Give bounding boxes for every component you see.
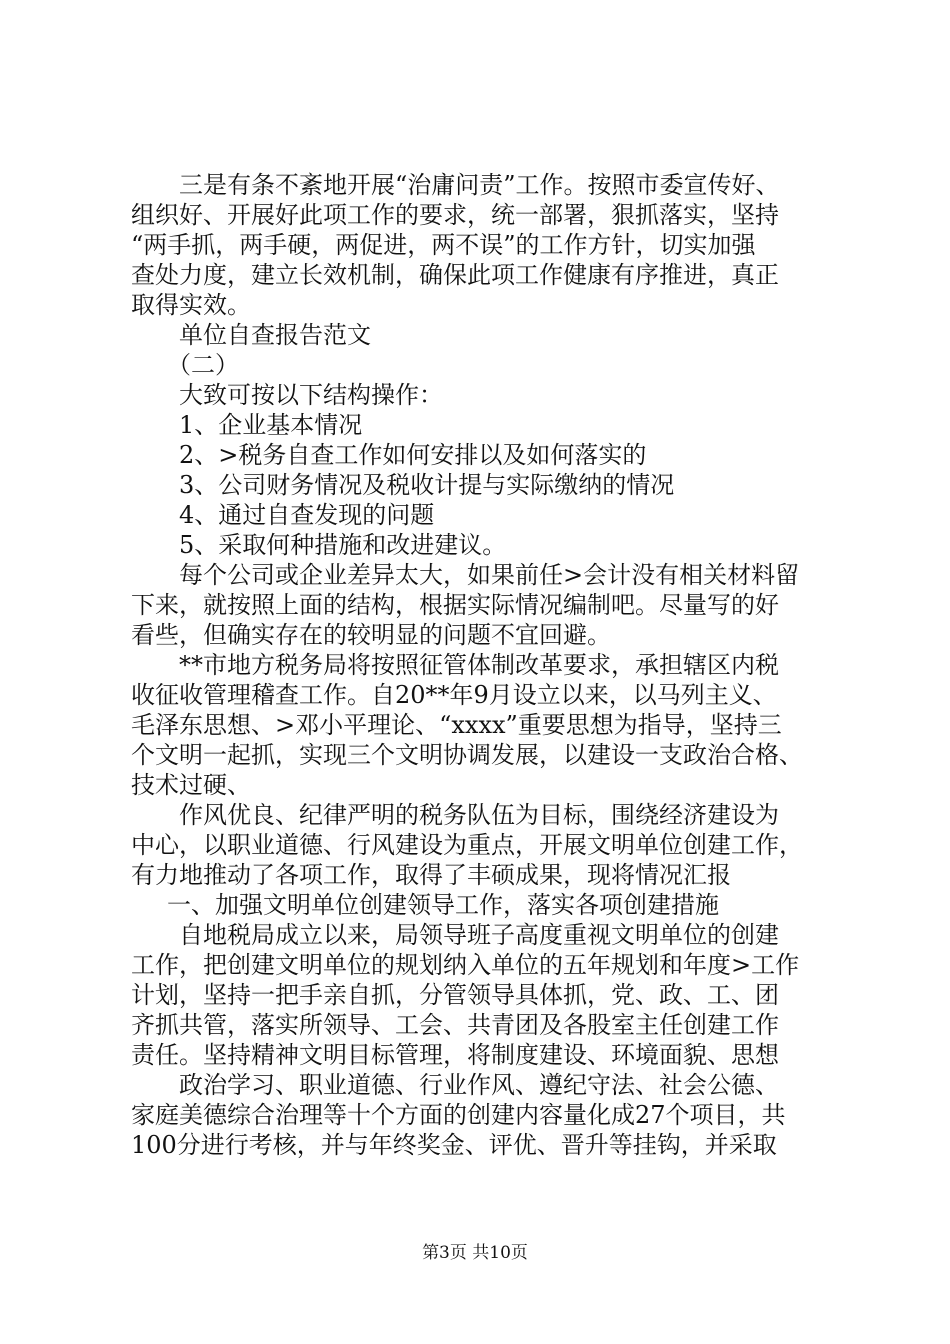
list-item: 5、采取何种措施和改进建议。 — [179, 531, 507, 559]
paragraph-line: 100分进行考核，并与年终奖金、评优、晋升等挂钩，并采取 — [131, 1131, 777, 1159]
paragraph-line: 下来，就按照上面的结构，根据实际情况编制吧。尽量写的好 — [131, 591, 779, 619]
section-heading: 一、加强文明单位创建领导工作，落实各项创建措施 — [167, 891, 719, 919]
paragraph-line: 查处力度，建立长效机制，确保此项工作健康有序推进，真正 — [131, 261, 779, 289]
paragraph-line: 每个公司或企业差异太大，如果前任>会计没有相关材料留 — [179, 561, 800, 589]
paragraph-line: 技术过硬、 — [131, 771, 251, 799]
paragraph-line: 组织好、开展好此项工作的要求，统一部署，狠抓落实，坚持 — [131, 201, 779, 229]
paragraph-line: 取得实效。 — [131, 291, 251, 319]
paragraph-line: 计划，坚持一把手亲自抓，分管领导具体抓，党、政、工、团 — [131, 981, 779, 1009]
page-number-footer: 第3页 共10页 — [422, 1243, 528, 1263]
list-item: 3、公司财务情况及税收计提与实际缴纳的情况 — [179, 471, 675, 499]
paragraph-line: 作风优良、纪律严明的税务队伍为目标，围绕经济建设为 — [179, 801, 779, 829]
paragraph-line: 齐抓共管，落实所领导、工会、共青团及各股室主任创建工作 — [131, 1011, 779, 1039]
paragraph-line: “两手抓，两手硬，两促进，两不误”的工作方针，切实加强 — [131, 231, 756, 259]
paragraph-line: **市地方税务局将按照征管体制改革要求，承担辖区内税 — [179, 651, 779, 679]
list-item: 4、通过自查发现的问题 — [179, 501, 435, 529]
document-body — [131, 170, 831, 1160]
list-item: 2、>税务自查工作如何安排以及如何落实的 — [179, 441, 647, 469]
paragraph-line: 看些，但确实存在的较明显的问题不宜回避。 — [131, 621, 611, 649]
paragraph-line: 大致可按以下结构操作： — [179, 381, 443, 409]
paragraph-line: 个文明一起抓，实现三个文明协调发展，以建设一支政治合格、 — [131, 741, 803, 769]
paragraph-line: 工作，把创建文明单位的规划纳入单位的五年规划和年度>工作 — [131, 951, 800, 979]
paragraph-line: 收征收管理稽查工作。自20**年9月设立以来，以马列主义、 — [131, 681, 777, 709]
list-item: 1、企业基本情况 — [179, 411, 363, 439]
paragraph-line: 政治学习、职业道德、行业作风、遵纪守法、社会公德、 — [179, 1071, 779, 1099]
paragraph-line: 有力地推动了各项工作，取得了丰硕成果，现将情况汇报 — [131, 861, 731, 889]
section-heading: 单位自查报告范文 — [179, 321, 371, 349]
paragraph-line: 自地税局成立以来，局领导班子高度重视文明单位的创建 — [179, 921, 779, 949]
paragraph-line: 责任。坚持精神文明目标管理，将制度建设、环境面貌、思想 — [131, 1041, 779, 1069]
paragraph-line: 家庭美德综合治理等十个方面的创建内容量化成27个项目，共 — [131, 1101, 786, 1129]
paragraph-line: 三是有条不紊地开展“治庸问责”工作。按照市委宣传好、 — [179, 171, 780, 199]
paragraph-line: 中心，以职业道德、行风建设为重点，开展文明单位创建工作， — [131, 831, 803, 859]
paragraph-line: 毛泽东思想、>邓小平理论、“xxxx”重要思想为指导，坚持三 — [131, 711, 782, 739]
section-subheading: （二） — [167, 351, 239, 379]
